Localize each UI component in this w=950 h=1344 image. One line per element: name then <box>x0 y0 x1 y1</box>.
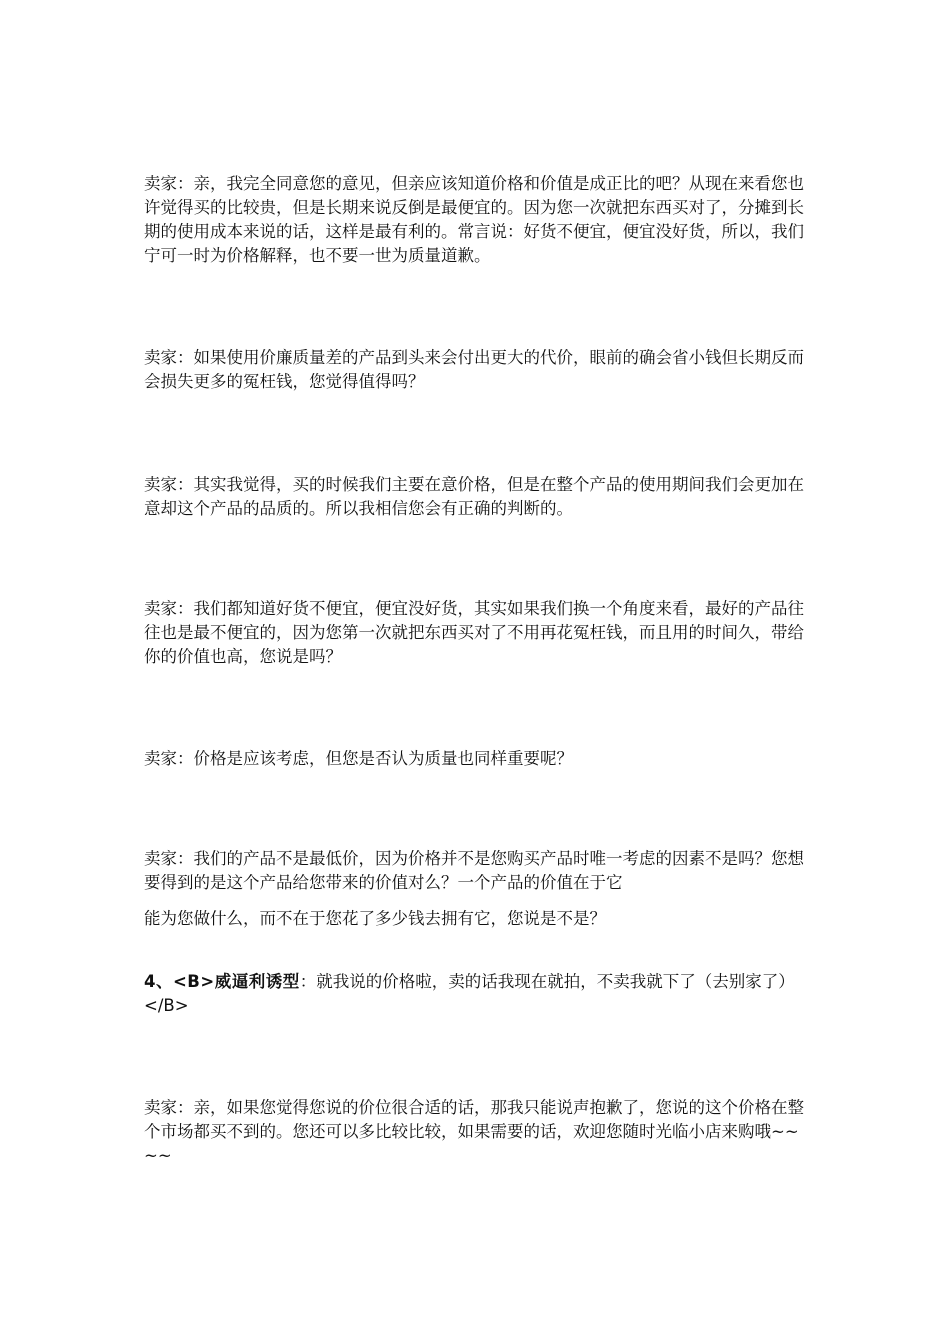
paragraph-cheap-cost: 卖家：如果使用价廉质量差的产品到头来会付出更大的代价，眼前的确会省小钱但长期反而会损失更多的冤枉钱，您觉得值得吗？ <box>144 348 804 391</box>
paragraph-price-value: 卖家：亲，我完全同意您的意见，但亲应该知道价格和价值是成正比的吧？从现在来看您也许觉得买的比较贵，但是长期来说反倒是最便宜的。因为您一次就把东西买对了，分摊到长期的使用成本来说的话，这样是最有利的。常言说：好货不便宜，便宜没好货，所以，我们宁可一时为价格解释，也不要一世为质量道歉。 <box>144 174 804 265</box>
paragraph-good-not-cheap: 卖家：我们都知道好货不便宜，便宜没好货，其实如果我们换一个角度来看，最好的产品往往也是最不便宜的，因为您第一次就把东西买对了不用再花冤枉钱，而且用的时间久，带给你的价值也高，您说是吗？ <box>144 599 804 666</box>
section-heading-end-tag: </B> <box>144 996 189 1015</box>
section-heading-threat-type <box>144 970 812 1018</box>
paragraph-quality-important: 卖家：价格是应该考虑，但您是否认为质量也同样重要呢？ <box>144 749 573 768</box>
paragraph-not-lowest-price: 卖家：我们的产品不是最低价，因为价格并不是您购买产品时唯一考虑的因素不是吗？您想要得到的是这个产品给您带来的价值对么？一个产品的价值在于它 <box>144 849 804 892</box>
paragraph-quality-judgment: 卖家：其实我觉得，买的时候我们主要在意价格，但是在整个产品的使用期间我们会更加在意却这个产品的品质的。所以我相信您会有正确的判断的。 <box>144 475 804 518</box>
paragraph-sorry-reply: 卖家：亲，如果您觉得您说的价位很合适的话，那我只能说声抱歉了，您说的这个价格在整个市场都买不到的。您还可以多比较比较，如果需要的话，欢迎您随时光临小店来购哦~~~~ <box>144 1098 804 1165</box>
section-heading-body: ：就我说的价格啦，卖的话我现在就拍，不卖我就下了（去别家了） <box>299 972 795 991</box>
paragraph-not-lowest-price-continued: 能为您做什么，而不在于您花了多少钱去拥有它，您说是不是？ <box>144 909 606 928</box>
section-heading-label: 4、<B>威逼利诱型 <box>144 972 300 991</box>
